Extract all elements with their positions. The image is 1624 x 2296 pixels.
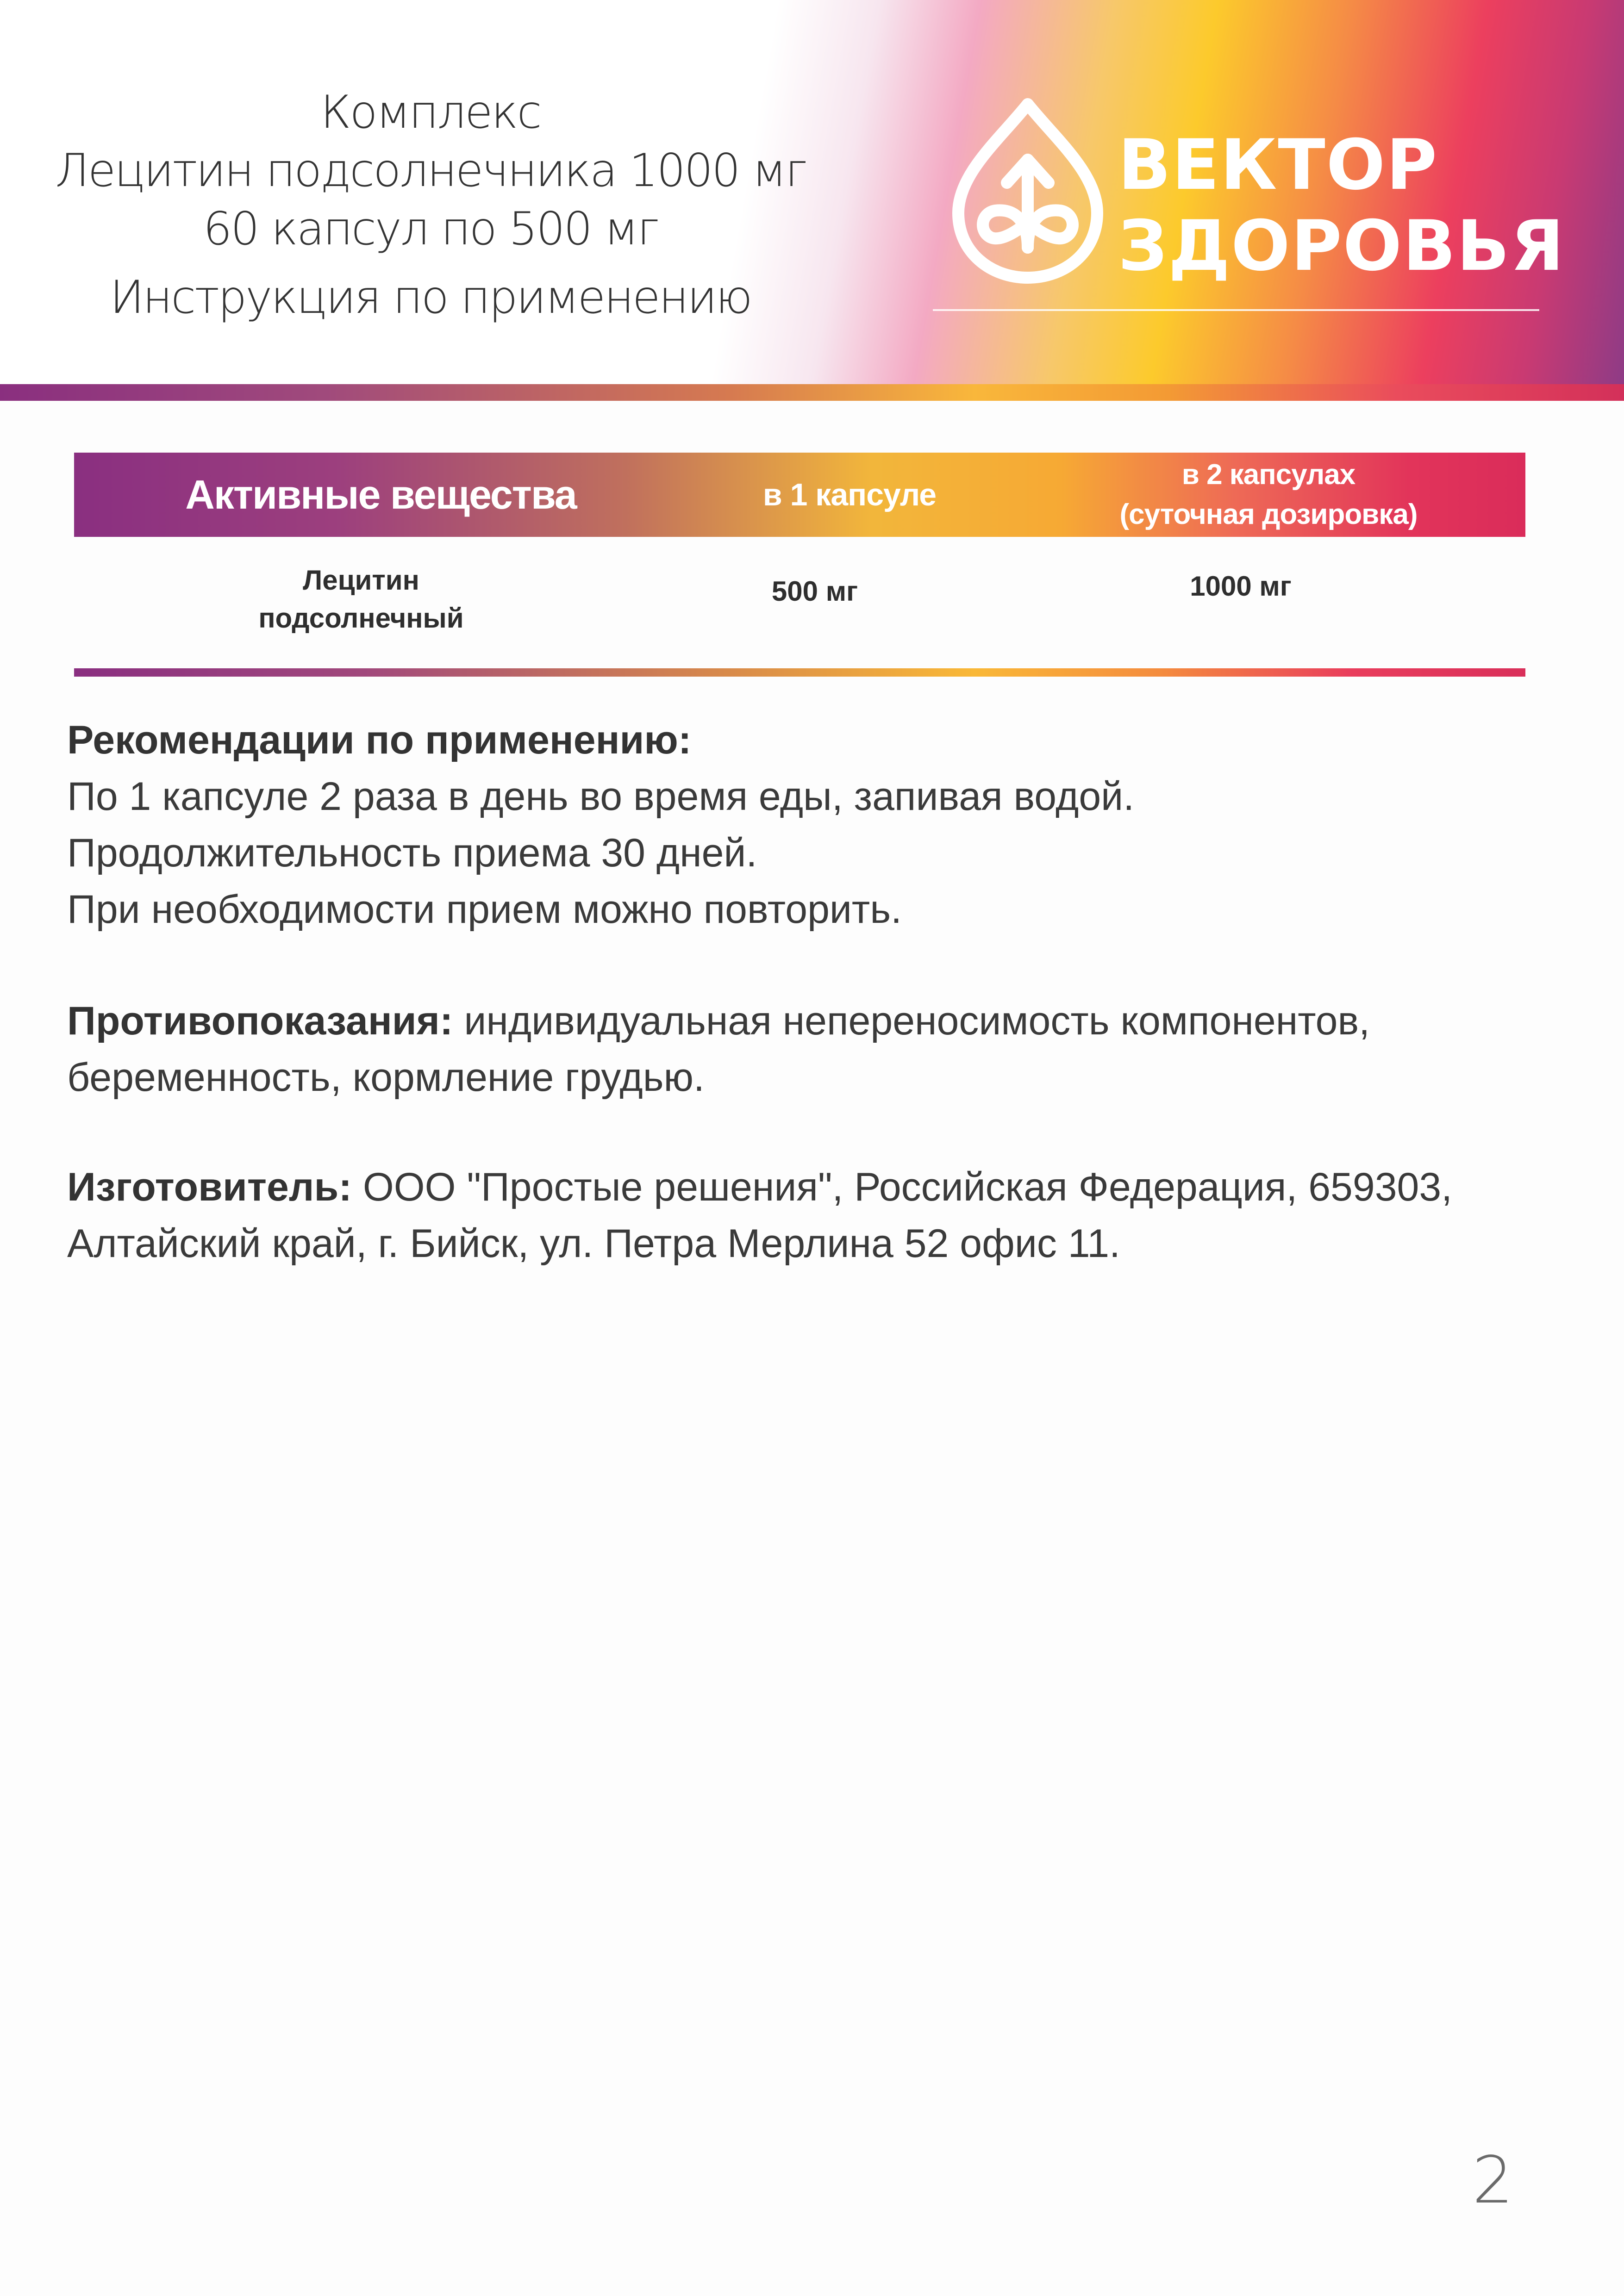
title-line-2: Лецитин подсолнечника 1000 мг xyxy=(55,144,806,197)
manufacturer-text-2: Алтайский край, г. Бийск, ул. Петра Мерлина 52 офис 11. xyxy=(67,1221,1120,1266)
substance-line-2: подсолнечный xyxy=(258,603,464,634)
header-per-two-line-1: в 2 капсулах xyxy=(1181,459,1355,491)
composition-table-header xyxy=(74,453,1525,537)
recommendation-line-1: По 1 капсуле 2 раза в день во время еды, запивая водой. xyxy=(67,774,1135,819)
leaf-drop-arrow-icon xyxy=(944,95,1111,285)
recommendation-line-3: При необходимости прием можно повторить. xyxy=(67,887,902,932)
header-per-one-capsule: в 1 капсуле xyxy=(762,477,937,512)
header-stripe xyxy=(0,384,1624,401)
product-title xyxy=(37,83,824,327)
brand-line-1: ВЕКТОР xyxy=(1118,125,1438,205)
contraindications-text-2: беременность, кормление грудью. xyxy=(67,1055,705,1100)
header-per-two-line-2: (суточная дозировка) xyxy=(1119,498,1418,530)
brand-divider xyxy=(933,309,1539,311)
page-number: 2 xyxy=(1472,2143,1514,2218)
table-row-per-two: 1000 мг xyxy=(1190,571,1292,602)
table-bottom-divider xyxy=(74,668,1525,677)
table-row-per-one: 500 мг xyxy=(771,576,858,607)
manufacturer-heading: Изготовитель: xyxy=(67,1165,352,1209)
substance-line-1: Лецитин xyxy=(303,565,419,596)
title-line-3: 60 капсул по 500 мг xyxy=(203,203,658,255)
header-per-two-capsules xyxy=(1012,453,1525,537)
contraindications-text-1: индивидуальная непереносимость компонентов, xyxy=(453,999,1370,1043)
header-active-substances: Активные вещества xyxy=(185,472,576,517)
brand-name xyxy=(1118,125,1565,287)
instruction-subtitle: Инструкция по применению xyxy=(110,271,751,324)
contraindications-section xyxy=(67,993,1562,1106)
manufacturer-text-1: ООО "Простые решения", Российская Федерация, 659303, xyxy=(351,1165,1453,1209)
title-line-1: Комплекс xyxy=(320,86,541,139)
recommendations-heading: Рекомендации по применению: xyxy=(67,718,692,762)
recommendations-section xyxy=(67,712,1562,938)
table-row-substance xyxy=(167,561,556,637)
manufacturer-section xyxy=(67,1159,1562,1272)
brand-line-2: ЗДОРОВЬЯ xyxy=(1118,206,1565,286)
recommendation-line-2: Продолжительность приема 30 дней. xyxy=(67,831,757,875)
contraindications-heading: Противопоказания: xyxy=(67,999,453,1043)
